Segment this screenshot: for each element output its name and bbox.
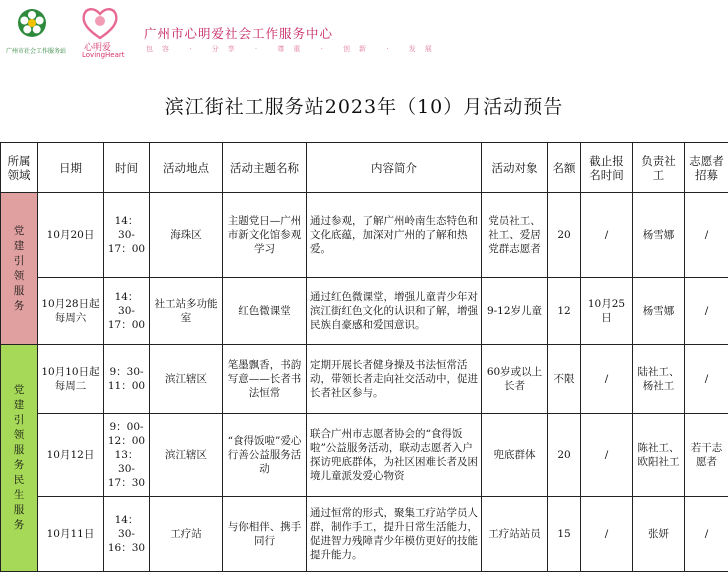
intro-cell: 通过红色微课堂，增强儿童青少年对滨江街红色文化的认识和了解，增强民族自豪感和爱国意识。 — [307, 278, 482, 345]
social-work-station-logo — [6, 6, 58, 62]
header-cell: 活动地点 — [150, 143, 223, 193]
heart-logo-icon — [80, 4, 120, 42]
target-cell: 党员社工、社工、爱居党群志愿者 — [482, 193, 548, 278]
table-row — [1, 278, 728, 345]
date-cell: 10月10日起每周二 — [38, 345, 104, 414]
header-cell: 日期 — [38, 143, 104, 193]
target-cell: 9-12岁儿童 — [482, 278, 548, 345]
header-cell: 内容简介 — [307, 143, 482, 193]
date-cell: 10月20日 — [38, 193, 104, 278]
category-cell-livelihood — [1, 345, 38, 572]
header-cell: 负责社工 — [633, 143, 685, 193]
category-cell-party — [1, 193, 38, 345]
loving-heart-logo — [80, 4, 400, 64]
table-row — [1, 414, 728, 497]
intro-cell: 定期开展长者健身操及书法恒常活动，带领长者走向社交活动中，促进长者社区参与。 — [307, 345, 482, 414]
place-cell: 社工站多功能室 — [150, 278, 223, 345]
table-row — [1, 497, 728, 572]
brand-name-en: LovingHeart — [82, 51, 125, 59]
page-header — [0, 0, 728, 70]
place-cell: 海珠区 — [150, 193, 223, 278]
topic-cell: 笔墨飘香，书韵写意——长者书法恒常 — [223, 345, 307, 414]
deadline-cell: / — [581, 414, 633, 497]
time-cell: 9：00-12：00 13：30-17：30 — [104, 414, 150, 497]
worker-cell: 张妍 — [633, 497, 685, 572]
intro-cell: 通过参观，了解广州岭南生态特色和文化底蕴，加深对广州的了解和热爱。 — [307, 193, 482, 278]
header-cell: 时间 — [104, 143, 150, 193]
worker-cell: 陈社工、欧阳社工 — [633, 414, 685, 497]
place-cell: 工疗站 — [150, 497, 223, 572]
quota-cell: 20 — [548, 193, 581, 278]
quota-cell: 15 — [548, 497, 581, 572]
header-cell: 所属领域 — [1, 143, 38, 193]
worker-cell: 杨雪娜 — [633, 278, 685, 345]
target-cell: 兜底群体 — [482, 414, 548, 497]
header-cell: 活动主题名称 — [223, 143, 307, 193]
time-cell: 14：30-17：00 — [104, 278, 150, 345]
header-cell: 志愿者招募 — [685, 143, 728, 193]
volunteer-cell: / — [685, 345, 728, 414]
volunteer-cell: / — [685, 193, 728, 278]
date-cell: 10月12日 — [38, 414, 104, 497]
brand-name: 心明爱 — [84, 40, 111, 53]
activity-table — [0, 142, 728, 572]
organization-name: 广州市心明爱社会工作服务中心 — [144, 24, 333, 42]
topic-cell: 红色微课堂 — [223, 278, 307, 345]
topic-cell: 主题党日—广州市新文化馆参观学习 — [223, 193, 307, 278]
date-cell: 10月11日 — [38, 497, 104, 572]
deadline-cell: 10月25日 — [581, 278, 633, 345]
topic-cell: “食得饭啦”爱心行善公益服务活动 — [223, 414, 307, 497]
worker-cell: 陆社工、杨社工 — [633, 345, 685, 414]
volunteer-cell: / — [685, 278, 728, 345]
intro-cell: 联合广州市志愿者协会的“食得饭啦”公益服务活动，联动志愿者入户探访兜底群体，为社区困难长者及困境儿童派发爱心物资 — [307, 414, 482, 497]
category-label: 党建引领服务 — [12, 224, 26, 314]
deadline-cell: / — [581, 193, 633, 278]
logo-caption: 广州市社会工作服务站 — [6, 46, 58, 55]
time-cell: 9：30-11：00 — [104, 345, 150, 414]
time-cell: 14：30-17：00 — [104, 193, 150, 278]
table-header-row — [1, 143, 728, 193]
place-cell: 滨江辖区 — [150, 345, 223, 414]
page-title: 滨江街社工服务站2023年（10）月活动预告 — [0, 92, 728, 119]
topic-cell: 与你相伴、携手同行 — [223, 497, 307, 572]
place-cell: 滨江辖区 — [150, 414, 223, 497]
volunteer-cell: / — [685, 497, 728, 572]
worker-cell: 杨雪娜 — [633, 193, 685, 278]
table-row — [1, 345, 728, 414]
category-label: 党建引领服务民生服务 — [12, 383, 26, 533]
target-cell: 工疗站站员 — [482, 497, 548, 572]
header-cell: 截止报名时间 — [581, 143, 633, 193]
table-row — [1, 193, 728, 278]
volunteer-cell: 若干志愿者 — [685, 414, 728, 497]
organization-slogan: 包容 · 分享 · 尊重 · 创新 · 发展 — [146, 44, 441, 54]
quota-cell: 12 — [548, 278, 581, 345]
flower-emblem-icon — [17, 8, 47, 38]
deadline-cell: / — [581, 345, 633, 414]
deadline-cell: / — [581, 497, 633, 572]
header-cell: 名额 — [548, 143, 581, 193]
quota-cell: 20 — [548, 414, 581, 497]
time-cell: 14：30-16：30 — [104, 497, 150, 572]
date-cell: 10月28日起每周六 — [38, 278, 104, 345]
header-cell: 活动对象 — [482, 143, 548, 193]
intro-cell: 通过恒常的形式，聚集工疗站学员人群，制作手工，提升日常生活能力，促进智力残障青少年模仿更好的技能提升能力。 — [307, 497, 482, 572]
target-cell: 60岁或以上长者 — [482, 345, 548, 414]
quota-cell: 不限 — [548, 345, 581, 414]
